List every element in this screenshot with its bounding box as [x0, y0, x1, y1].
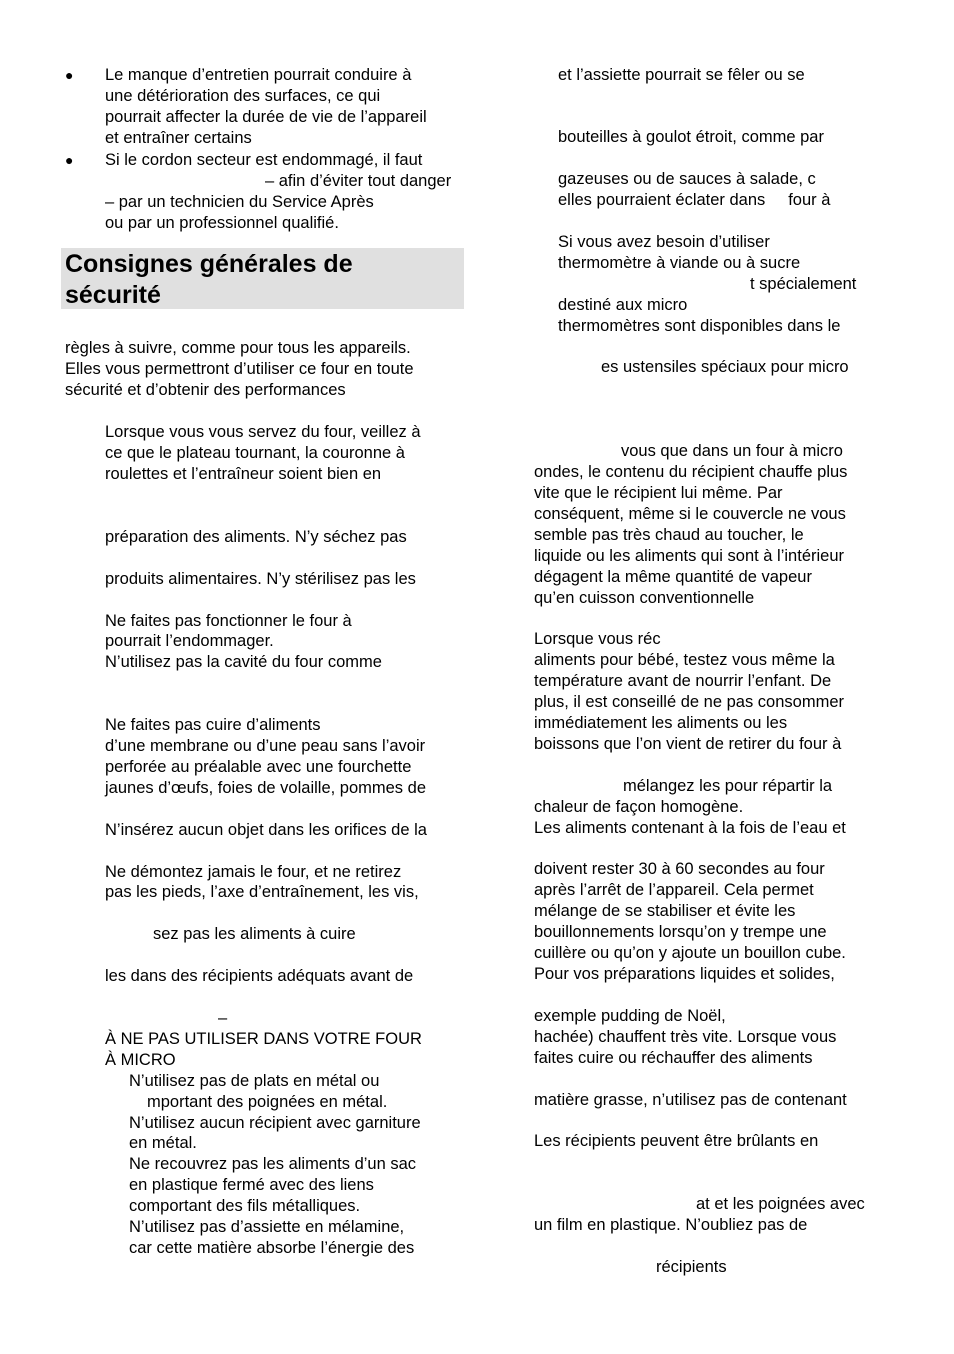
body-text: Ne recouvrez pas les aliments d’un sac	[129, 1155, 417, 1173]
body-text: pourrait l’endommager.	[105, 632, 274, 650]
body-text: thermomètre à viande ou à sucre	[558, 254, 801, 272]
body-text: elles pourraient éclater dans four à	[558, 191, 831, 209]
body-text: cuillère ou qu’on y ajoute un bouillon cube.	[534, 944, 846, 962]
bullet-text: et entraîner certains	[105, 129, 252, 147]
intro-text: Elles vous permettront d’utiliser ce four en toute	[65, 360, 414, 378]
body-text: car cette matière absorbe l’énergie des	[129, 1239, 415, 1257]
body-text: –	[218, 1009, 228, 1027]
body-text: N’utilisez pas la cavité du four comme	[105, 653, 382, 671]
body-text: préparation des aliments. N’y séchez pas	[105, 528, 407, 546]
bullet-icon: ●	[65, 67, 74, 83]
body-text: un film en plastique. N’oubliez pas de	[534, 1216, 808, 1234]
body-text: bouteilles à goulot étroit, comme par	[558, 128, 824, 146]
bullet-text: – par un technicien du Service Après	[105, 193, 374, 211]
body-text: Les aliments contenant à la fois de l’eau et	[534, 819, 846, 837]
body-text: vite que le récipient lui même. Par	[534, 484, 783, 502]
body-text: Pour vos préparations liquides et solides,	[534, 965, 835, 983]
intro-text: règles à suivre, comme pour tous les appareils.	[65, 339, 411, 357]
body-text: sez pas les aliments à cuire	[153, 925, 356, 943]
bullet-text: Le manque d’entretien pourrait conduire à	[105, 66, 412, 84]
body-text: À NE PAS UTILISER DANS VOTRE FOUR	[105, 1030, 422, 1048]
body-text: qu’en cuisson conventionnelle	[534, 589, 755, 607]
body-text: Lorsque vous réc	[534, 630, 661, 648]
body-text: perforée au préalable avec une fourchette	[105, 758, 412, 776]
body-text: N’insérez aucun objet dans les orifices de la	[105, 821, 427, 839]
body-text: température avant de nourrir l’enfant. De	[534, 672, 832, 690]
body-text: vous que dans un four à micro	[621, 442, 843, 460]
body-text: d’une membrane ou d’une peau sans l’avoir	[105, 737, 426, 755]
body-text: N’utilisez pas de plats en métal ou	[129, 1072, 380, 1090]
body-text: Les récipients peuvent être brûlants en	[534, 1132, 819, 1150]
body-text: Lorsque vous vous servez du four, veillez à	[105, 423, 421, 441]
body-text: ce que le plateau tournant, la couronne à	[105, 444, 405, 462]
body-text: bouillonnements lorsqu’on y trempe une	[534, 923, 827, 941]
bullet-text: – afin d’éviter tout danger	[265, 172, 452, 190]
body-text: comportant des fils métalliques.	[129, 1197, 361, 1215]
body-text: N’utilisez pas d’assiette en mélamine,	[129, 1218, 405, 1236]
body-text: destiné aux micro	[558, 296, 688, 314]
body-text: jaunes d’œufs, foies de volaille, pommes de	[105, 779, 426, 797]
body-text: thermomètres sont disponibles dans le	[558, 317, 841, 335]
bullet-text: une détérioration des surfaces, ce qui	[105, 87, 381, 105]
body-text: t spécialement	[750, 275, 857, 293]
body-text: récipients	[656, 1258, 727, 1276]
body-text: et l’assiette pourrait se fêler ou se	[558, 66, 805, 84]
body-text: Si vous avez besoin d’utiliser	[558, 233, 770, 251]
intro-text: sécurité et d’obtenir des performances	[65, 381, 346, 399]
section-title: sécurité	[65, 281, 161, 309]
body-text: aliments pour bébé, testez vous même la	[534, 651, 835, 669]
body-text: semble pas très chaud au toucher, le	[534, 526, 804, 544]
bullet-text: pourrait affecter la durée de vie de l’appareil	[105, 108, 427, 126]
body-text: dégagent la même quantité de vapeur	[534, 568, 812, 586]
body-text: conséquent, même si le couvercle ne vous	[534, 505, 846, 523]
section-title: Consignes générales de	[65, 250, 353, 278]
bullet-text: Si le cordon secteur est endommagé, il faut	[105, 151, 423, 169]
body-text: doivent rester 30 à 60 secondes au four	[534, 860, 825, 878]
body-text: gazeuses ou de sauces à salade, c	[558, 170, 816, 188]
body-text: en plastique fermé avec des liens	[129, 1176, 374, 1194]
body-text: faites cuire ou réchauffer des aliments	[534, 1049, 813, 1067]
body-text: Ne démontez jamais le four, et ne retirez	[105, 863, 402, 881]
body-text: mélange de se stabiliser et évite les	[534, 902, 796, 920]
body-text: immédiatement les aliments ou les	[534, 714, 788, 732]
body-text: liquide ou les aliments qui sont à l’intérieur	[534, 547, 845, 565]
body-text: es ustensiles spéciaux pour micro	[601, 358, 849, 376]
body-text: les dans des récipients adéquats avant de	[105, 967, 414, 985]
body-text: boissons que l’on vient de retirer du four à	[534, 735, 842, 753]
body-text: at et les poignées avec	[696, 1195, 865, 1213]
bullet-icon: ●	[65, 152, 74, 168]
body-text: en métal.	[129, 1134, 197, 1152]
body-text: chaleur de façon homogène.	[534, 798, 744, 816]
body-text: matière grasse, n’utilisez pas de contenant	[534, 1091, 847, 1109]
body-text: produits alimentaires. N’y stérilisez pas les	[105, 570, 416, 588]
body-text: Ne faites pas fonctionner le four à	[105, 612, 352, 630]
body-text: N’utilisez aucun récipient avec garniture	[129, 1114, 421, 1132]
body-text: mélangez les pour répartir la	[623, 777, 833, 795]
body-text: pas les pieds, l’axe d’entraînement, les vis,	[105, 883, 419, 901]
body-text: après l’arrêt de l’appareil. Cela permet	[534, 881, 814, 899]
body-text: exemple pudding de Noël,	[534, 1007, 726, 1025]
body-text: plus, il est conseillé de ne pas consommer	[534, 693, 844, 711]
body-text: ondes, le contenu du récipient chauffe plus	[534, 463, 848, 481]
body-text: roulettes et l’entraîneur soient bien en	[105, 465, 382, 483]
body-text: Ne faites pas cuire d’aliments	[105, 716, 321, 734]
body-text: mportant des poignées en métal.	[147, 1093, 388, 1111]
body-text: À MICRO	[105, 1051, 176, 1069]
body-text: hachée) chauffent très vite. Lorsque vous	[534, 1028, 837, 1046]
bullet-text: ou par un professionnel qualifié.	[105, 214, 339, 232]
